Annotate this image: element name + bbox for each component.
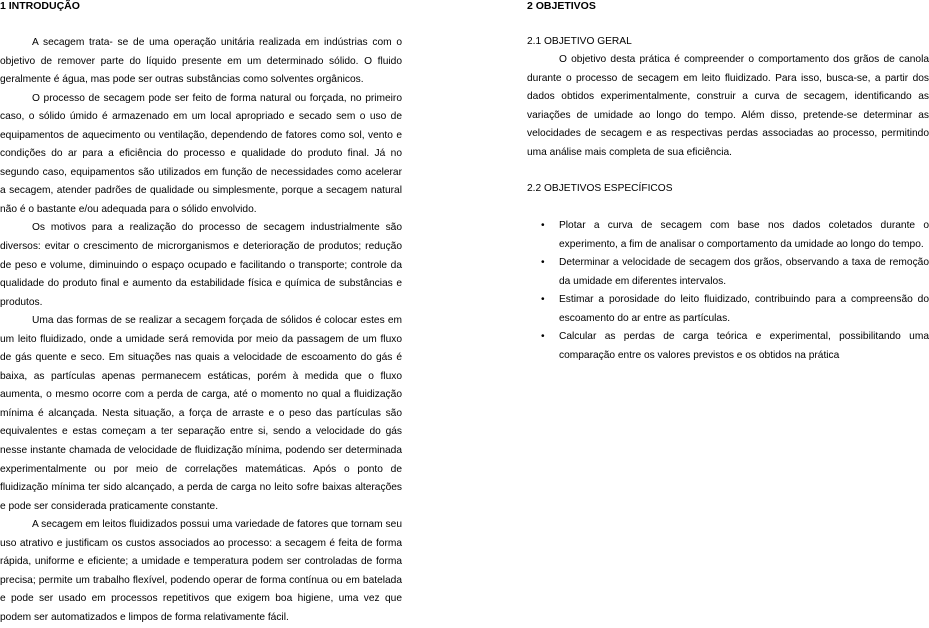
specific-objectives-list	[527, 217, 929, 365]
bullet-icon: •	[541, 220, 545, 231]
bullet-icon: •	[541, 294, 545, 306]
intro-paragraph-5: A secagem em leitos fluidizados possui uma variedade de fatores que tornam seu uso atrativo e justificam os custos associados ao processo: a secagem é feita de forma rápida, uniforme e eficiente; a umidade e temperatura podem ser controladas de forma precisa; permite um trabalho flexível, podendo operar de forma contínua ou em batelada e pode ser usado em processos repetitivos que exigem boa higiene, uma vez que podem ser automatizados e limpos de forma relativamente fácil.	[0, 519, 402, 623]
list-item	[527, 217, 929, 254]
objectives-heading: 2 OBJETIVOS	[527, 0, 596, 12]
list-item-text: Plotar a curva de secagem com base nos dados coletados durante o experimento, a fim de analisar o comportamento da umidade ao longo do tempo.	[559, 220, 929, 250]
general-objective-body	[527, 51, 929, 162]
intro-paragraph-1: A secagem trata- se de uma operação unitária realizada em indústrias com o objetivo de remover parte do líquido presente em um determinado sólido. O fluido geralmente é água, mas pode ser outras substâncias como solventes orgânicos.	[0, 37, 402, 86]
list-item	[527, 291, 929, 328]
intro-paragraph-4: Uma das formas de se realizar a secagem forçada de sólidos é colocar estes em um leito fluidizado, onde a umidade será removida por meio da passagem de um fluxo de gás quente e seco. Em situações nas quais a velocidade de escoamento do gás é baixa, as partículas apenas permanecem estáticas, porém à medida que o fluxo aumenta, o mesmo ocorre com a perda de carga, até o momento no qual a fluidização mínima é alcançada. Nesta situação, a força de arraste e o peso das partículas são equivalentes e estas começam a ter separação entre si, sendo a velocidade do gás nesse instante chamada de velocidade de fluidização mínima, podendo ser determinada experimentalmente ou por meio de correlações matemáticas. Após o ponto de fluidização mínima ter sido alcançado, a perda de carga no leito sofre baixas alterações e pode ser considerada praticamente constante.	[0, 315, 402, 512]
list-item-text: Estimar a porosidade do leito fluidizado, contribuindo para a compreensão do escoamento do ar entre as partículas.	[559, 294, 929, 324]
general-objective-paragraph: O objetivo desta prática é compreender o comportamento dos grãos de canola durante o processo de secagem em leito fluidizado. Para isso, busca-se, a partir dos dados obtidos experimentalmente, construir a curva de secagem, identificando as variações de umidade ao longo do tempo. Além disso, pretende-se determinar as velocidades de secagem e as respectivas perdas associadas ao processo, permitindo uma análise mais completa de sua eficiência.	[527, 54, 929, 158]
list-item	[527, 254, 929, 291]
bullet-icon: •	[541, 331, 545, 343]
intro-paragraph-3: Os motivos para a realização do processo de secagem industrialmente são diversos: evitar o crescimento de microrganismos e deterioração de produtos; redução de peso e volume, diminuindo o espaço ocupado e facilitando o transporte; controle da qualidade do produto final e aumento da estabilidade física e química de substâncias e produtos.	[0, 222, 402, 308]
introduction-heading: 1 INTRODUÇÃO	[0, 0, 80, 12]
list-item	[527, 328, 929, 365]
bullet-icon: •	[541, 257, 545, 269]
list-item-text: Calcular as perdas de carga teórica e experimental, possibilitando uma comparação entre os valores previstos e os obtidos na prática	[559, 331, 929, 361]
introduction-body	[0, 34, 402, 628]
general-objective-heading: 2.1 OBJETIVO GERAL	[527, 36, 632, 47]
specific-objectives-heading: 2.2 OBJETIVOS ESPECÍFICOS	[527, 183, 673, 194]
list-item-text: Determinar a velocidade de secagem dos grãos, observando a taxa de remoção da umidade em diferentes intervalos.	[559, 257, 929, 287]
intro-paragraph-2: O processo de secagem pode ser feito de forma natural ou forçada, no primeiro caso, o sólido úmido é armazenado em um local apropriado e secado sem o uso de equipamentos de aquecimento ou ventilação, dependendo de fatores como sol, vento e condições do ar para a eficiência do processo e qualidade do produto final. Já no segundo caso, equipamentos são utilizados em função de necessidades como acelerar a secagem, atender padrões de qualidade ou simplesmente, porque a secagem natural não é o bastante e/ou adequada para o sólido envolvido.	[0, 92, 402, 215]
